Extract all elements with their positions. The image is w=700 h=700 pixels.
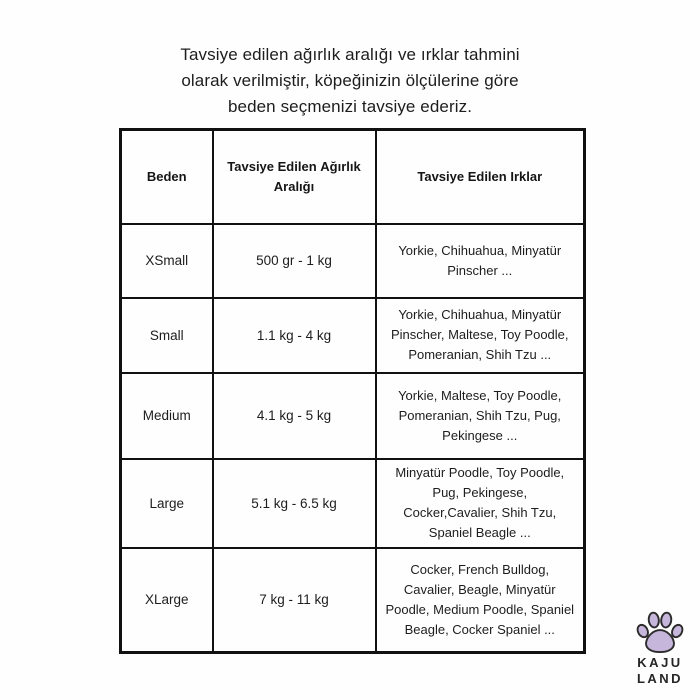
- paw-shapes: [636, 612, 684, 652]
- page-title-line-1: Tavsiye edilen ağırlık aralığı ve ırklar tahmini: [180, 45, 520, 64]
- table-header-row: [121, 130, 585, 224]
- breeds-cell: Cocker, French Bulldog, Cavalier, Beagle, Minyatür Poodle, Medium Poodle, Spaniel Beagle, Cocker Spaniel ...: [376, 548, 585, 653]
- table-row-xsmall: [121, 224, 585, 298]
- breeds-cell: Yorkie, Chihuahua, Minyatür Pinscher, Maltese, Toy Poodle, Pomeranian, Shih Tzu ...: [376, 298, 585, 373]
- weight-cell: 1.1 kg - 4 kg: [213, 298, 376, 373]
- breeds-cell: Minyatür Poodle, Toy Poodle, Pug, Pekingese, Cocker,Cavalier, Shih Tzu, Spaniel Beagle ...: [376, 459, 585, 548]
- header-breeds: Tavsiye Edilen Irklar: [376, 130, 585, 224]
- size-cell: XLarge: [121, 548, 213, 653]
- size-cell: XSmall: [121, 224, 213, 298]
- breeds-cell: Yorkie, Maltese, Toy Poodle, Pomeranian, Shih Tzu, Pug, Pekingese ...: [376, 373, 585, 459]
- size-cell: Large: [121, 459, 213, 548]
- logo-text-kaju: KAJU: [637, 655, 683, 670]
- kaju-land-logo: [628, 610, 692, 686]
- weight-cell: 5.1 kg - 6.5 kg: [213, 459, 376, 548]
- page-title-line-2: olarak verilmiştir, köpeğinizin ölçülerine göre: [181, 71, 519, 90]
- table-row-medium: [121, 373, 585, 459]
- size-cell: Medium: [121, 373, 213, 459]
- page-title-line-3: beden seçmenizi tavsiye ederiz.: [227, 97, 473, 116]
- table-row-large: [121, 459, 585, 548]
- page-title: [0, 42, 700, 120]
- header-beden: Beden: [121, 130, 213, 224]
- size-cell: Small: [121, 298, 213, 373]
- logo-text-land: LAND: [636, 671, 684, 686]
- size-chart-table: [119, 128, 586, 654]
- breeds-cell: Yorkie, Chihuahua, Minyatür Pinscher ...: [376, 224, 585, 298]
- header-weight-range: Tavsiye Edilen Ağırlık Aralığı: [213, 130, 376, 224]
- weight-cell: 7 kg - 11 kg: [213, 548, 376, 653]
- weight-cell: 500 gr - 1 kg: [213, 224, 376, 298]
- table-row-xlarge: [121, 548, 585, 653]
- paw-icon: [636, 610, 684, 654]
- table-row-small: [121, 298, 585, 373]
- weight-cell: 4.1 kg - 5 kg: [213, 373, 376, 459]
